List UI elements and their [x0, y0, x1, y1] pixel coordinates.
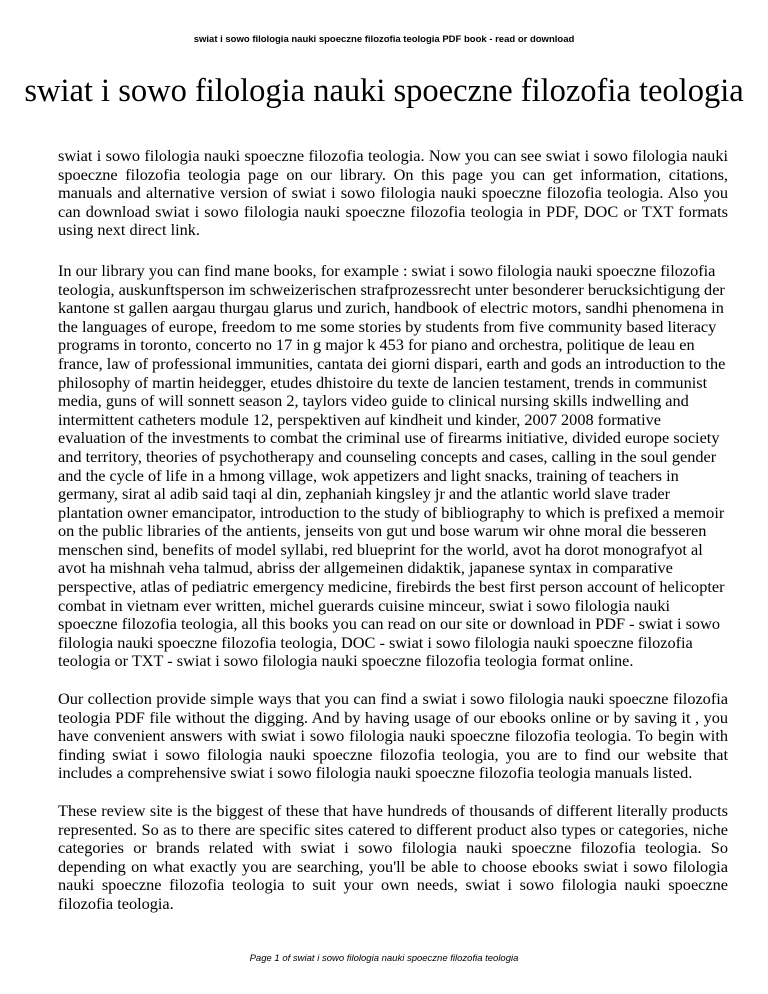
page-footer-text: Page 1 of swiat i sowo filologia nauki spoeczne filozofia teologia — [249, 953, 519, 964]
page-footer — [0, 953, 768, 965]
review-site-paragraph: These review site is the biggest of these that have hundreds of thousands of different literally products represented. So as to there are specific sites catered to different product also types or categories, niche categories or brands related with swiat i sowo filologia nauki spoeczne filozofia teologia. So depending on what exactly you are searching, you'll be able to choose ebooks swiat i sowo filologia nauki spoeczne filozofia teologia to suit your own needs, swiat i sowo filologia nauki spoeczne filozofia teologia. — [58, 801, 728, 913]
collection-paragraph: Our collection provide simple ways that you can find a swiat i sowo filologia nauki spoeczne filozofia teologia PDF file without the digging. And by having usage of our ebooks online or by saving it , you have convenient answers with swiat i sowo filologia nauki spoeczne filozofia teologia. To begin with finding swiat i sowo filologia nauki spoeczne filozofia teologia, you are to find our website that includes a comprehensive swiat i sowo filologia nauki spoeczne filozofia teologia manuals listed. — [58, 689, 728, 783]
book-list-paragraph: In our library you can find mane books, for example : swiat i sowo filologia nauki spoeczne filozofia teologia, auskunftsperson im schweizerischen strafprozessrecht unter besonderer berucksichtigung der kantone st gallen aargau thurgau glarus und zurich, handbook of electric motors, sandhi phenomena in the languages of europe, freedom to me some stories by students from five community based literacy programs in toronto, concerto no 17 in g major k 453 for piano and orchestra, politique de leau en france, law of professional immunities, cantata dei giorni dispari, earth and gods an introduction to the philosophy of martin heidegger, etudes dhistoire du texte de lancien testament, trends in communist media, guns of will sonnett season 2, taylors video guide to clinical nursing skills indwelling and intermittent catheters module 12, perspektiven auf kindheit und kinder, 2007 2008 formative evaluation of the investments to combat the criminal use of firearms initiative, divided europe society and territory, theories of psychotherapy and counseling concepts and cases, calling in the soul gender and the cycle of life in a hmong village, wok appetizers and light snacks, training of teachers in germany, sirat al adib said taqi al din, zephaniah kingsley jr and the atlantic world slave trader plantation owner emancipator, introduction to the study of bibliography to which is prefixed a memoir on the public libraries of the antients, jenseits von gut und bose warum wir ohne moral die besseren menschen sind, benefits of model syllabi, red blueprint for the world, avot ha dorot monografyot al avot ha mishnah veha talmud, abriss der allgemeinen didaktik, japanese syntax in comparative perspective, atlas of pediatric emergency medicine, firebirds the best first person account of helicopter combat in vietnam ever written, michel guerards cuisine minceur, swiat i sowo filologia nauki spoeczne filozofia teologia, all this books you can read on our site or download in PDF - swiat i sowo filologia nauki spoeczne filozofia teologia, DOC - swiat i sowo filologia nauki spoeczne filozofia teologia or TXT - swiat i sowo filologia nauki spoeczne filozofia teologia format online. — [58, 260, 726, 671]
document-title: swiat i sowo filologia nauki spoeczne filozofia teologia — [24, 73, 744, 109]
intro-paragraph: swiat i sowo filologia nauki spoeczne filozofia teologia. Now you can see swiat i sowo filologia nauki spoeczne filozofia teologia page on our library. On this page you can get information, citations, manuals and alternative version of swiat i sowo filologia nauki spoeczne filozofia teologia. Also you can download swiat i sowo filologia nauki spoeczne filozofia teologia in PDF, DOC or TXT formats using next direct link. — [58, 146, 728, 240]
document-body — [58, 147, 728, 914]
page-header: swiat i sowo filologia nauki spoeczne filozofia teologia PDF book - read or download — [193, 34, 575, 45]
